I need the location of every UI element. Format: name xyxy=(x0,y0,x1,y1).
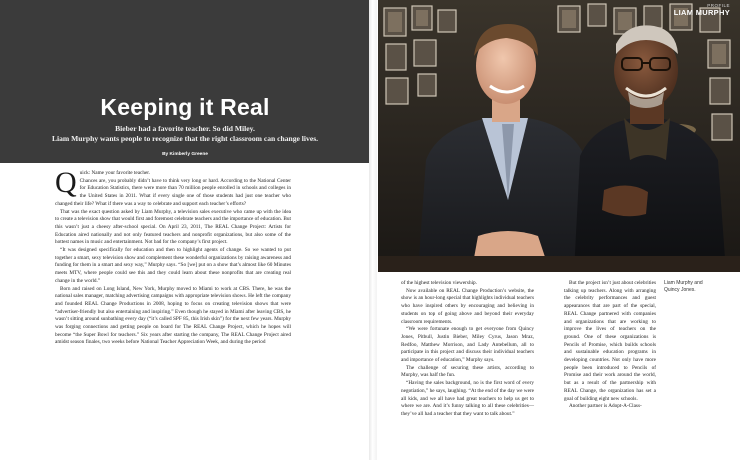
paragraph: Chances are, you probably didn’t have to think very long or hard. According to the National Center for Education Statistics, there were more than 70 million people enrolled in schools and colleges in the United States in 2011. What if every single one of those students had just one teacher who changed their life? What if there was a way to celebrate and support each teacher’s efforts? xyxy=(55,177,291,207)
article-title: Keeping it Real xyxy=(100,94,270,120)
body-column-2 xyxy=(401,280,534,419)
body-column-1 xyxy=(55,166,291,347)
feature-photo xyxy=(378,0,740,272)
title-band xyxy=(0,0,370,163)
paragraph: That was the exact question asked by Liam Murphy, a television sales executive who came up with the idea to create a television show that would first and foremost celebrate teachers and the importance of education. But this wasn’t just a cheesy after-school special. On April 23, 2011, The REAL Change Project: Artists for Education aired nationally and not only featured teachers and nonprofit organizations, but also some of the hottest names in music and entertainment. Not bad for the company’s first project. xyxy=(55,208,291,246)
paragraph: But the project isn’t just about celebrities talking up teachers. Along with arranging the celebrity performances and guest appearances that are part of the special, REAL Change partnered with companies and organizations that are working to improve the lives of teachers on the ground. One of these organizations is Pencils of Promise, which builds schools and sustainable education programs in developing countries. Not only have more people been introduced to Pencils of Promise and their work around the world, but as a result of the partnership with REAL Change, the organization has set a goal of building eight new schools. xyxy=(564,280,656,402)
paragraph: uick: Name your favorite teacher. xyxy=(79,170,151,176)
drop-cap: Q xyxy=(55,166,77,199)
deck-line-1: Bieber had a favorite teacher. So did Miley. xyxy=(115,124,255,133)
paragraph: The challenge of securing these artists, according to Murphy, was half the fun. xyxy=(401,364,534,379)
photo-caption xyxy=(664,280,736,294)
byline: By Kimberly Greene xyxy=(162,152,208,157)
caption-line-2: Quincy Jones. xyxy=(664,287,696,293)
paragraph: Now available on REAL Change Production’s website, the show is an hour-long special that highlights individual teachers who have inspired others by encouraging and believing in students on top of going above and beyond their everyday classroom requirements. xyxy=(401,287,534,325)
paragraph: “Having the sales background, no is the first word of every negotiation,” he says, laughing. “At the end of the day we were all kids, and we all have had great teachers to help us get to where we are. And it’s funny talking to all these celebrities—they’ve all had a teacher that they want to talk about.” xyxy=(401,380,534,417)
paragraph: of the highest television viewership. xyxy=(401,280,477,286)
paragraph: Another partner is Adopt-A-Class- xyxy=(569,403,642,410)
deck-line-2: Liam Murphy wants people to recognize that the right classroom can change lives. xyxy=(51,134,319,143)
body-column-3 xyxy=(564,280,656,411)
profile-tag xyxy=(674,3,730,17)
caption-line-1: Liam Murphy and xyxy=(664,280,703,286)
page-gutter xyxy=(369,0,377,460)
paragraph: “We were fortunate enough to get everyone from Quincy Jones, Pitbull, Justin Bieber, Miley Cyrus, Jason Mraz, Redfoo, Matthew Morrison, and Lady Antebellum, all to participate in this project and discuss their individual teachers and importance of education,” Murphy says. xyxy=(401,326,534,364)
paragraph: Born and raised on Long Island, New York, Murphy moved to Miami to work at CBS. There, he was the national sales manager, matching advertising campaigns with appropriate television shows. He left the company and founded REAL Change Productions in 2008, hoping to focus on creating television shows that were “advertiser-friendly but also entertaining and inspiring.” Even though he stayed in Miami after leaving CBS, he wasn’t sitting around sunbathing every day (“it’s called SPF 85, this Irish skin”) for the next few years. Murphy was forging connections and getting people on board for The REAL Change Project, which he hopes will become “the Super Bowl for teachers.” Six years after starting the company, The REAL Change Project aired amidst season finales, two weeks before National Teacher Appreciation Week, and during the period xyxy=(55,285,291,346)
photo-illustration xyxy=(378,0,740,272)
paragraph: “It was designed specifically for education and then to highlight agents of change. So we wanted to put together a smart, sexy television show and complement these wonderful organizations by raising awareness and funding for them in a smart and sexy way,” Murphy says. “So [we] put on a show that’s almost like 60 Minutes meets MTV, where people could see this and they could learn about these nonprofits that are creating real change in the world.” xyxy=(55,247,291,284)
profile-name: LIAM MURPHY xyxy=(673,8,730,17)
profile-label: PROFILE xyxy=(707,3,730,8)
article-deck xyxy=(0,124,370,144)
